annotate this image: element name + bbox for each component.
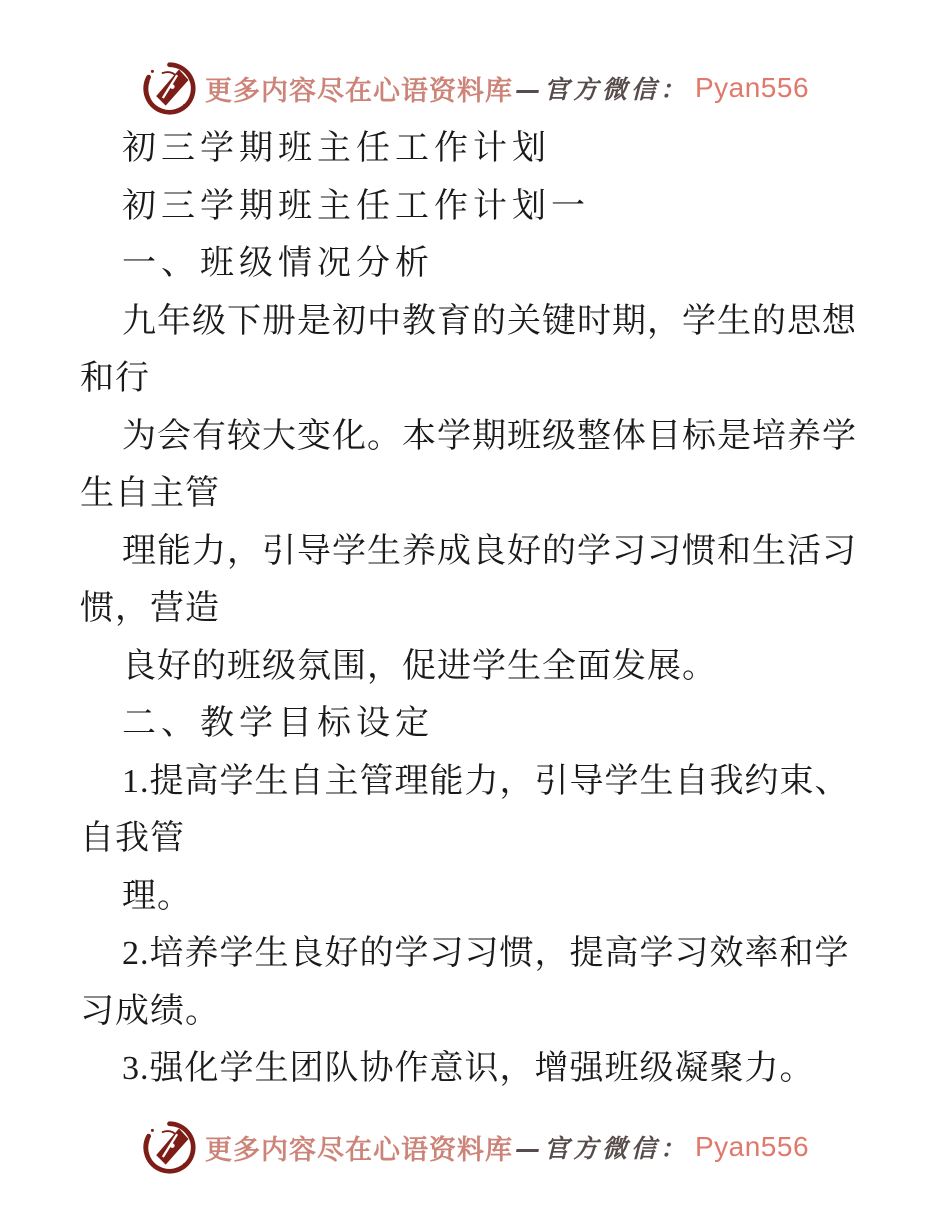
doc-line: 自我管 [80,820,185,857]
doc-line: 理。 [122,877,192,915]
doc-section-2-heading: 二、教学目标设定 [122,705,434,742]
doc-line: 惯，营造 [80,590,220,627]
doc-list-item-3: 3.强化学生团队协作意识，增强班级凝聚力。 [122,1050,815,1087]
pen-circle-logo-icon [141,60,198,117]
doc-line: 九年级下册是初中教育的关键时期，学生的思想 [122,302,857,340]
doc-line: 习成绩。 [80,992,220,1030]
doc-line: 为会有较大变化。本学期班级整体目标是培养学 [122,417,857,455]
doc-list-item-2: 2.培养学生良好的学习习惯，提高学习效率和学 [122,935,850,972]
watermark-footer [0,1118,950,1176]
wechat-label: —官方微信： [514,75,689,104]
watermark-text: 更多内容尽在心语资料库 [204,75,513,106]
doc-title-line: 初三学期班主任工作计划 [122,130,551,167]
doc-line: 理能力，引导学生养成良好的学习习惯和生活习 [122,532,857,570]
watermark-text: 更多内容尽在心语资料库 [204,1134,513,1165]
wechat-account: Pyan556 [694,72,810,103]
document-body [80,120,890,1098]
doc-line: 和行 [80,360,150,397]
doc-list-item-1: 1.提高学生自主管理能力，引导学生自我约束、 [122,762,850,800]
wechat-account: Pyan556 [694,1131,810,1162]
doc-line: 生自主管 [80,475,220,512]
watermark-header [0,59,950,117]
doc-subtitle-line: 初三学期班主任工作计划一 [122,187,590,225]
pen-circle-logo-icon [141,1119,198,1176]
doc-section-1-heading: 一、班级情况分析 [122,245,434,282]
wechat-label: —官方微信： [514,1134,689,1163]
doc-line: 良好的班级氛围，促进学生全面发展。 [122,647,717,685]
